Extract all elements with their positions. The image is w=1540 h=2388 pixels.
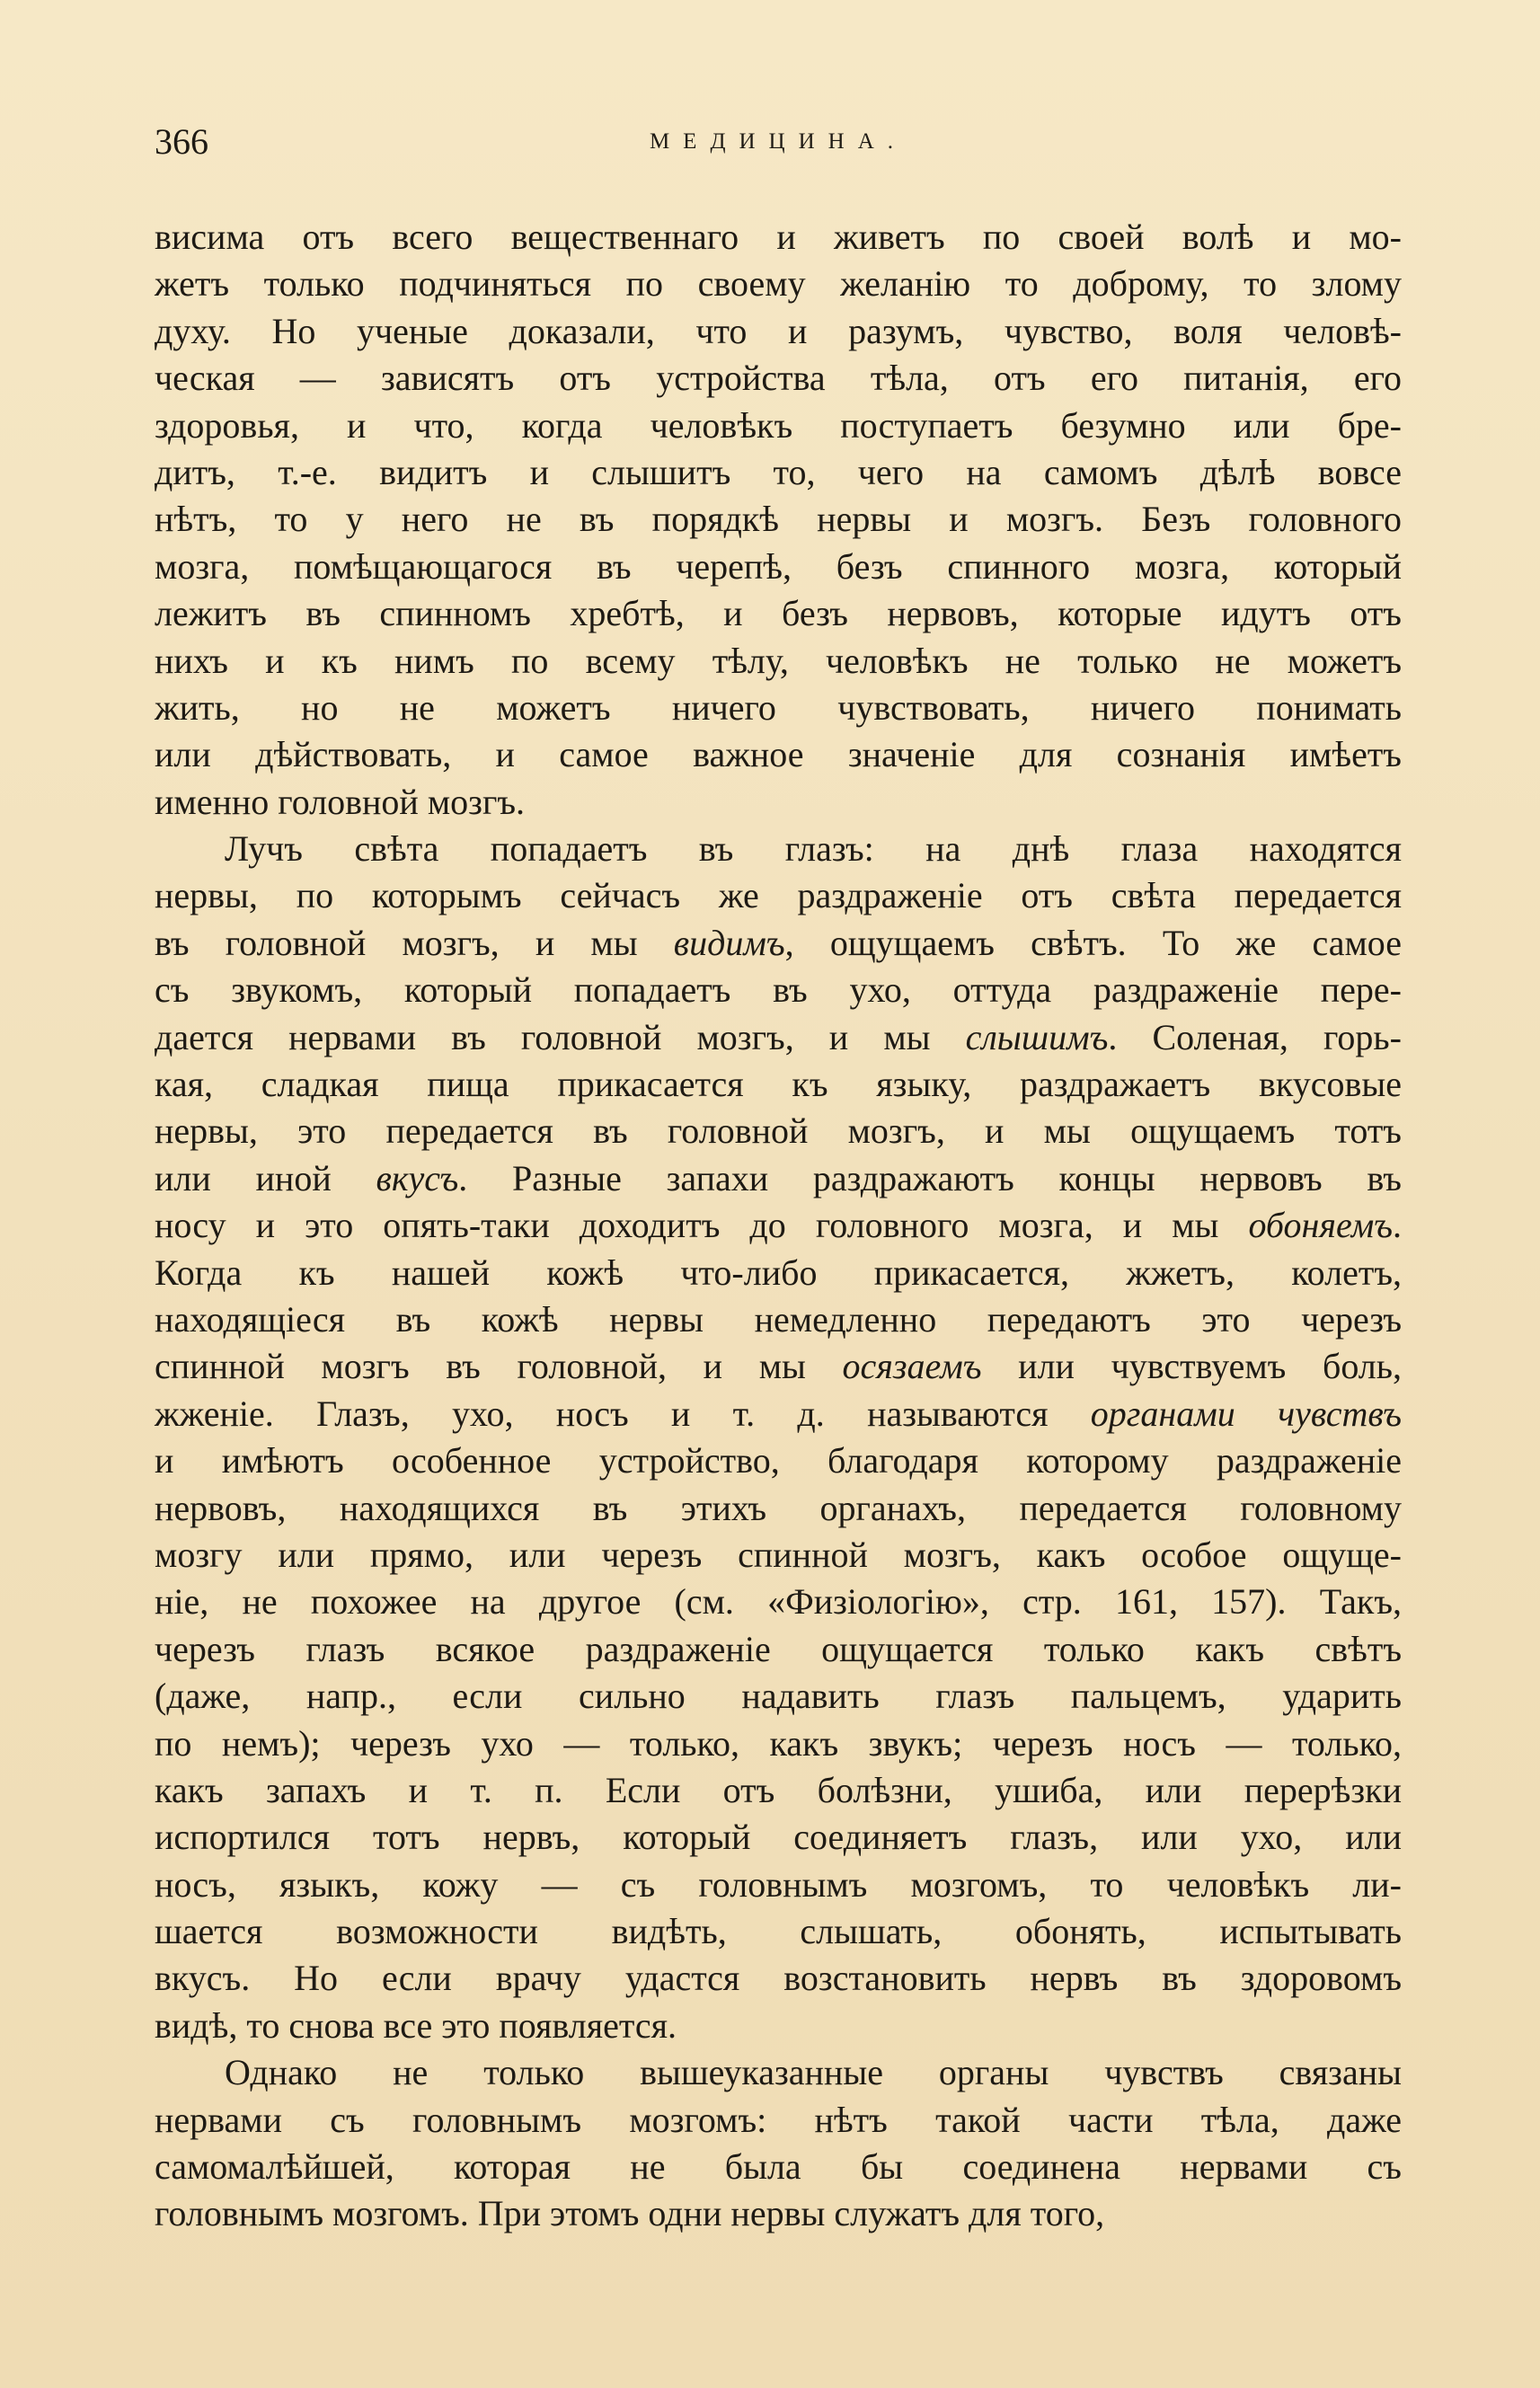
running-title: МЕДИЦИНА. <box>649 129 907 154</box>
text-segment: черезъ глазъ всякое раздраженіе ощущается только какъ свѣтъ <box>155 1628 1402 1669</box>
paragraph <box>155 214 1402 826</box>
text-segment: въ головной мозгъ, и мы <box>155 922 674 963</box>
text-line <box>155 685 1402 731</box>
text-segment: здоровья, и что, когда человѣкъ поступаетъ безумно или бре- <box>155 404 1402 446</box>
text-segment: висима отъ всего вещественнаго и живетъ по своей волѣ и мо- <box>155 217 1402 257</box>
page-header <box>155 115 1402 169</box>
text-segment: нервовъ, находящихся въ этихъ органахъ, передается головному <box>155 1487 1402 1528</box>
text-line <box>155 1296 1402 1343</box>
text-segment: дитъ, т.-е. видитъ и слышитъ то, чего на самомъ дѣлѣ вовсе <box>155 451 1402 492</box>
text-segment: Лучъ свѣта попадаетъ въ глазъ: на днѣ глаза находятся <box>225 828 1402 870</box>
text-segment: . Разные запахи раздражаютъ концы нервовъ въ <box>458 1157 1402 1198</box>
text-segment: (даже, напр., если сильно надавить глазъ пальцемъ, ударить <box>155 1676 1402 1717</box>
text-line <box>155 779 1402 826</box>
paragraph <box>155 2049 1402 2238</box>
text-line <box>155 1485 1402 1532</box>
text-line <box>155 402 1402 449</box>
text-segment: жетъ только подчиняться по своему желанію то доброму, то злому <box>155 263 1402 305</box>
text-segment: , ощущаемъ свѣтъ. То же самое <box>784 922 1402 963</box>
text-segment: испортился тотъ нервъ, который соединяетъ глазъ, или ухо, или <box>155 1817 1402 1858</box>
text-segment: или чувствуемъ боль, <box>981 1346 1403 1387</box>
text-segment: видѣ, то снова все это появляется. <box>155 2004 677 2046</box>
text-line <box>155 2003 1402 2049</box>
page-number: 366 <box>155 121 208 162</box>
text-segment: нервами съ головнымъ мозгомъ: нѣтъ такой части тѣла, даже <box>155 2099 1402 2140</box>
text-line <box>155 1391 1402 1437</box>
text-line <box>155 967 1402 1013</box>
text-line <box>155 2049 1402 2096</box>
text-segment: нихъ и къ нимъ по всему тѣлу, человѣкъ не только не можетъ <box>155 640 1402 681</box>
text-segment: находящіеся въ кожѣ нервы немедленно передаютъ это черезъ <box>155 1298 1402 1340</box>
text-line <box>155 496 1402 543</box>
text-line <box>155 2097 1402 2144</box>
text-segment: . <box>1393 1205 1402 1246</box>
text-line <box>155 1202 1402 1249</box>
text-line <box>155 355 1402 402</box>
text-segment: именно головной мозгъ. <box>155 781 526 822</box>
text-line <box>155 1108 1402 1154</box>
text-segment: или иной <box>155 1157 376 1198</box>
text-segment: дается нервами въ головной мозгъ, и мы <box>155 1016 966 1057</box>
text-segment: Когда къ нашей кожѣ что-либо прикасается, жжетъ, колетъ, <box>155 1251 1402 1293</box>
text-segment: . Соленая, горь- <box>1108 1016 1402 1057</box>
text-segment: носу и это опять-таки доходитъ до головного мозга, и мы <box>155 1205 1249 1246</box>
text-segment: шается возможности видѣть, слышать, обонять, испытывать <box>155 1911 1402 1952</box>
text-segment: ческая — зависятъ отъ устройства тѣла, отъ его питанія, его <box>155 358 1402 399</box>
text-segment: или дѣйствовать, и самое важное значеніе для сознанія имѣетъ <box>155 734 1402 775</box>
text-segment: Однако не только вышеуказанные органы чувствъ связаны <box>225 2052 1402 2093</box>
text-line <box>155 1250 1402 1296</box>
text-line <box>155 872 1402 919</box>
text-segment: вкусъ. Но если врачу удастся возстановить нервъ въ здоровомъ <box>155 1958 1402 1999</box>
text-line <box>155 1814 1402 1861</box>
text-line <box>155 2190 1402 2237</box>
text-line <box>155 1061 1402 1108</box>
paragraph <box>155 826 1402 2049</box>
text-line <box>155 1532 1402 1579</box>
italic-term: слышимъ <box>965 1016 1109 1057</box>
text-segment: мозга, помѣщающагося въ черепѣ, безъ спинного мозга, который <box>155 545 1402 587</box>
text-segment: нервы, по которымъ сейчасъ же раздраженіе отъ свѣта передается <box>155 875 1402 916</box>
text-segment: какъ запахъ и т. п. Если отъ болѣзни, ушиба, или перерѣзки <box>155 1769 1402 1810</box>
text-line <box>155 731 1402 778</box>
text-line <box>155 308 1402 355</box>
text-segment: головнымъ мозгомъ. При этомъ одни нервы служатъ для того, <box>155 2193 1105 2234</box>
text-segment: лежитъ въ спинномъ хребтѣ, и безъ нервовъ, которые идутъ отъ <box>155 593 1402 634</box>
text-line <box>155 1626 1402 1673</box>
text-segment: и имѣютъ особенное устройство, благодаря которому раздраженіе <box>155 1440 1402 1481</box>
text-line <box>155 590 1402 637</box>
text-segment: нервы, это передается въ головной мозгъ, и мы ощущаемъ тотъ <box>155 1110 1402 1152</box>
text-line <box>155 1673 1402 1720</box>
text-line <box>155 1437 1402 1484</box>
text-segment: кая, сладкая пища прикасается къ языку, раздражаетъ вкусовые <box>155 1064 1402 1105</box>
italic-term: осязаемъ <box>842 1346 982 1387</box>
text-segment: нѣтъ, то у него не въ порядкѣ нервы и мозгъ. Безъ головного <box>155 499 1402 540</box>
text-line <box>155 1767 1402 1814</box>
italic-term: видимъ <box>673 922 785 963</box>
text-segment: мозгу или прямо, или черезъ спинной мозгъ, какъ особое ощуще- <box>155 1534 1402 1575</box>
text-segment: ніе, не похожее на другое (см. «Физіологію», стр. 161, 157). Такъ, <box>155 1581 1402 1623</box>
text-segment: самомалѣйшей, которая не была бы соединена нервами съ <box>155 2146 1402 2188</box>
text-segment: по немъ); черезъ ухо — только, какъ звукъ; черезъ носъ — только, <box>155 1722 1402 1764</box>
italic-term: органами чувствъ <box>1090 1393 1402 1434</box>
text-line <box>155 1955 1402 2002</box>
text-line <box>155 214 1402 261</box>
text-line <box>155 920 1402 967</box>
text-segment: спинной мозгъ въ головной, и мы <box>155 1346 843 1387</box>
text-line <box>155 1014 1402 1061</box>
text-line <box>155 1343 1402 1390</box>
italic-term: обоняемъ <box>1248 1205 1393 1246</box>
text-line <box>155 1862 1402 1908</box>
text-segment: жженіе. Глазъ, ухо, носъ и т. д. называются <box>155 1393 1091 1434</box>
text-line <box>155 1720 1402 1767</box>
text-line <box>155 449 1402 496</box>
text-line <box>155 1155 1402 1202</box>
italic-term: вкусъ <box>376 1157 459 1198</box>
text-line <box>155 1908 1402 1955</box>
text-line <box>155 638 1402 685</box>
text-line <box>155 544 1402 590</box>
text-line <box>155 2144 1402 2190</box>
text-segment: духу. Но ученые доказали, что и разумъ, чувство, воля человѣ- <box>155 310 1402 351</box>
text-segment: носъ, языкъ, кожу — съ головнымъ мозгомъ, то человѣкъ ли- <box>155 1863 1402 1905</box>
body-text <box>155 214 1402 2238</box>
text-line <box>155 261 1402 307</box>
text-line <box>155 826 1402 872</box>
text-segment: жить, но не можетъ ничего чувствовать, ничего понимать <box>155 686 1402 728</box>
text-line <box>155 1579 1402 1625</box>
text-segment: съ звукомъ, который попадаетъ въ ухо, оттуда раздраженіе пере- <box>155 969 1402 1011</box>
